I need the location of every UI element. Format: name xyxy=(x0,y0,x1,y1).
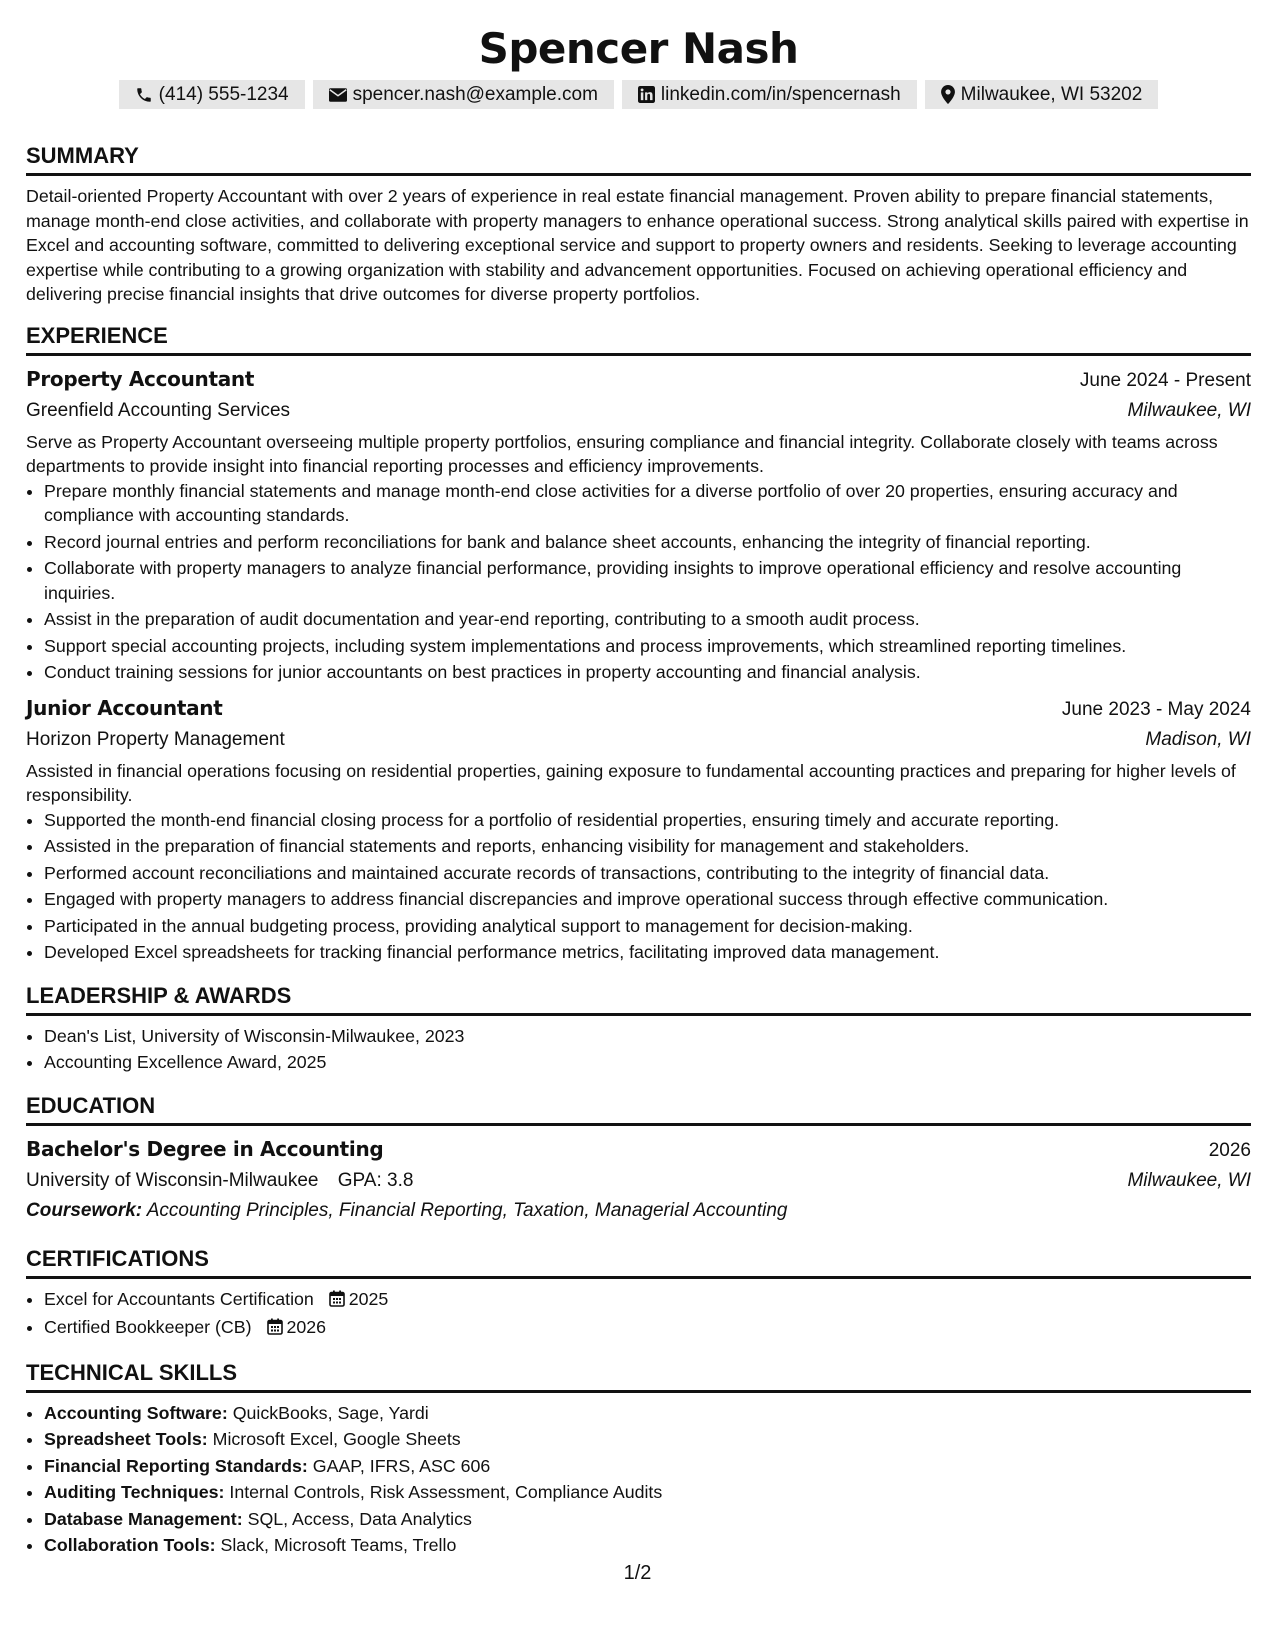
certifications-list xyxy=(26,1287,1251,1342)
phone-icon xyxy=(135,86,153,104)
envelope-icon xyxy=(329,88,347,102)
job-entry xyxy=(26,693,1251,965)
skill-value: QuickBooks, Sage, Yardi xyxy=(232,1402,429,1423)
list-item: • Developed Excel spreadsheets for tracking financial performance metrics, facilitating improved data management. xyxy=(44,940,1251,965)
list-item xyxy=(44,1315,1251,1342)
skill-value: Microsoft Excel, Google Sheets xyxy=(212,1429,461,1449)
job-title: Property Accountant xyxy=(26,366,255,391)
gpa: GPA: 3.8 xyxy=(337,1169,414,1191)
list-item xyxy=(44,1507,1251,1532)
summary-section xyxy=(26,143,1251,307)
summary-text: Detail-oriented Property Accountant with over 2 years of experience in real estate financial management. Proven ability to prepare financial statements, manage month-end close activities, and collaborate with property managers to enhance operational success. Strong analytical skills paired with expertise in Excel and accounting software, committed to delivering exceptional service and support to property owners and residents. Seeking to leverage accounting expertise while contributing to a growing organization with stability and advancement opportunities. Focused on achieving operational efficiency and delivering precise financial insights that drive outcomes for diverse property portfolios. xyxy=(26,186,1249,304)
job-description: Serve as Property Accountant overseeing multiple property portfolios, ensuring compliance and financial integrity. Collaborate closely with teams across departments to provide insight into financial reporting processes and efficiency improvements. xyxy=(26,431,1218,476)
graduation-year: 2026 xyxy=(1208,1139,1251,1161)
certifications-section xyxy=(26,1246,1251,1342)
leadership-heading: LEADERSHIP & AWARDS xyxy=(26,983,1251,1016)
location-chip xyxy=(925,80,1159,109)
list-item xyxy=(44,1401,1251,1426)
list-item: • Conduct training sessions for junior accountants on best practices in property accounting and financial analysis. xyxy=(44,660,1251,685)
list-item: • Dean's List, University of Wisconsin-Milwaukee, 2023 xyxy=(44,1024,1251,1049)
coursework-label: Coursework: xyxy=(26,1199,143,1221)
location-text: Milwaukee, WI 53202 xyxy=(960,84,1143,105)
list-item: • Supported the month-end financial closing process for a portfolio of residential properties, ensuring timely and accurate reporting. xyxy=(44,808,1251,833)
calendar-icon xyxy=(267,1317,283,1342)
email-chip[interactable] xyxy=(313,80,614,109)
job-company: Horizon Property Management xyxy=(26,728,285,750)
list-item: • Assist in the preparation of audit documentation and year-end reporting, contributing to a smooth audit process. xyxy=(44,607,1251,632)
cert-name: Certified Bookkeeper (CB) xyxy=(44,1317,252,1337)
list-item: • Engaged with property managers to address financial discrepancies and improve operational success through effective communication. xyxy=(44,887,1251,912)
list-item: • Record journal entries and perform reconciliations for bank and balance sheet accounts, enhancing the integrity of financial reporting. xyxy=(44,530,1251,555)
skills-heading: TECHNICAL SKILLS xyxy=(26,1360,1251,1393)
page-number: 1/2 xyxy=(623,1562,652,1584)
job-entry xyxy=(26,364,1251,685)
education-section xyxy=(26,1093,1251,1226)
list-item xyxy=(44,1287,1251,1314)
map-pin-icon xyxy=(941,85,955,104)
list-item: • Prepare monthly financial statements and manage month-end close activities for a diverse portfolio of over 20 properties, ensuring accuracy and compliance with accounting standards. xyxy=(44,479,1251,528)
email-text: spencer.nash@example.com xyxy=(352,84,598,105)
job-title: Junior Accountant xyxy=(26,695,223,720)
skill-label: Spreadsheet Tools: xyxy=(44,1429,208,1449)
list-item: • Collaborate with property managers to analyze financial performance, providing insights to improve operational efficiency and resolve accounting inquiries. xyxy=(44,556,1251,605)
cert-year: 2025 xyxy=(348,1288,389,1309)
list-item xyxy=(44,1533,1251,1558)
phone-text: (414) 555-1234 xyxy=(158,84,289,105)
skill-value: SQL, Access, Data Analytics xyxy=(247,1508,472,1529)
skill-label: Accounting Software: xyxy=(44,1402,228,1423)
coursework xyxy=(26,1196,1251,1226)
job-bullets xyxy=(26,808,1251,965)
coursework-list: Accounting Principles, Financial Reporting, Taxation, Managerial Accounting xyxy=(146,1199,788,1221)
linkedin-text: linkedin.com/in/spencernash xyxy=(660,84,901,105)
skill-label: Database Management: xyxy=(44,1508,243,1529)
list-item xyxy=(44,1454,1251,1479)
skill-label: Collaboration Tools: xyxy=(44,1535,216,1555)
leadership-list xyxy=(26,1024,1251,1075)
candidate-name: Spencer Nash xyxy=(478,24,799,73)
list-item xyxy=(44,1427,1251,1452)
education-heading: EDUCATION xyxy=(26,1093,1251,1126)
phone-chip[interactable] xyxy=(119,80,305,109)
list-item xyxy=(44,1480,1251,1505)
degree-title: Bachelor's Degree in Accounting xyxy=(26,1136,384,1161)
school-name: University of Wisconsin-Milwaukee xyxy=(26,1169,319,1191)
job-location: Milwaukee, WI xyxy=(1127,399,1251,421)
list-item: • Participated in the annual budgeting process, providing analytical support to management for decision-making. xyxy=(44,914,1251,939)
job-description: Assisted in financial operations focusing on residential properties, gaining exposure to fundamental accounting practices and preparing for higher levels of responsibility. xyxy=(26,760,1236,805)
list-item: • Assisted in the preparation of financial statements and reports, enhancing visibility for management and stakeholders. xyxy=(44,834,1251,859)
list-item: • Performed account reconciliations and maintained accurate records of transactions, contributing to the integrity of financial data. xyxy=(44,861,1251,886)
job-company: Greenfield Accounting Services xyxy=(26,399,291,421)
certifications-heading: CERTIFICATIONS xyxy=(26,1246,1251,1279)
job-dates: June 2024 - Present xyxy=(1079,369,1251,391)
cert-year: 2026 xyxy=(286,1317,327,1337)
list-item: • Accounting Excellence Award, 2025 xyxy=(44,1050,1251,1075)
experience-section xyxy=(26,323,1251,965)
skill-value: Internal Controls, Risk Assessment, Compliance Audits xyxy=(229,1482,663,1502)
linkedin-icon xyxy=(638,86,655,103)
summary-heading: SUMMARY xyxy=(26,143,1251,176)
leadership-section xyxy=(26,983,1251,1075)
experience-heading: EXPERIENCE xyxy=(26,323,1251,356)
skill-value: GAAP, IFRS, ASC 606 xyxy=(312,1455,491,1476)
skill-label: Financial Reporting Standards: xyxy=(44,1455,308,1476)
job-location: Madison, WI xyxy=(1145,728,1251,750)
contact-bar xyxy=(26,80,1251,109)
job-dates: June 2023 - May 2024 xyxy=(1061,698,1251,720)
calendar-icon xyxy=(329,1289,345,1314)
skills-list xyxy=(26,1401,1251,1558)
school-location: Milwaukee, WI xyxy=(1127,1169,1251,1191)
skill-label: Auditing Techniques: xyxy=(44,1482,225,1502)
list-item: • Support special accounting projects, including system implementations and process improvements, which streamlined reporting timelines. xyxy=(44,634,1251,659)
job-bullets xyxy=(26,479,1251,685)
skill-value: Slack, Microsoft Teams, Trello xyxy=(220,1535,457,1555)
skills-section xyxy=(26,1360,1251,1558)
resume-page xyxy=(26,0,1251,1560)
cert-name: Excel for Accountants Certification xyxy=(44,1288,314,1309)
linkedin-chip[interactable] xyxy=(622,80,917,109)
